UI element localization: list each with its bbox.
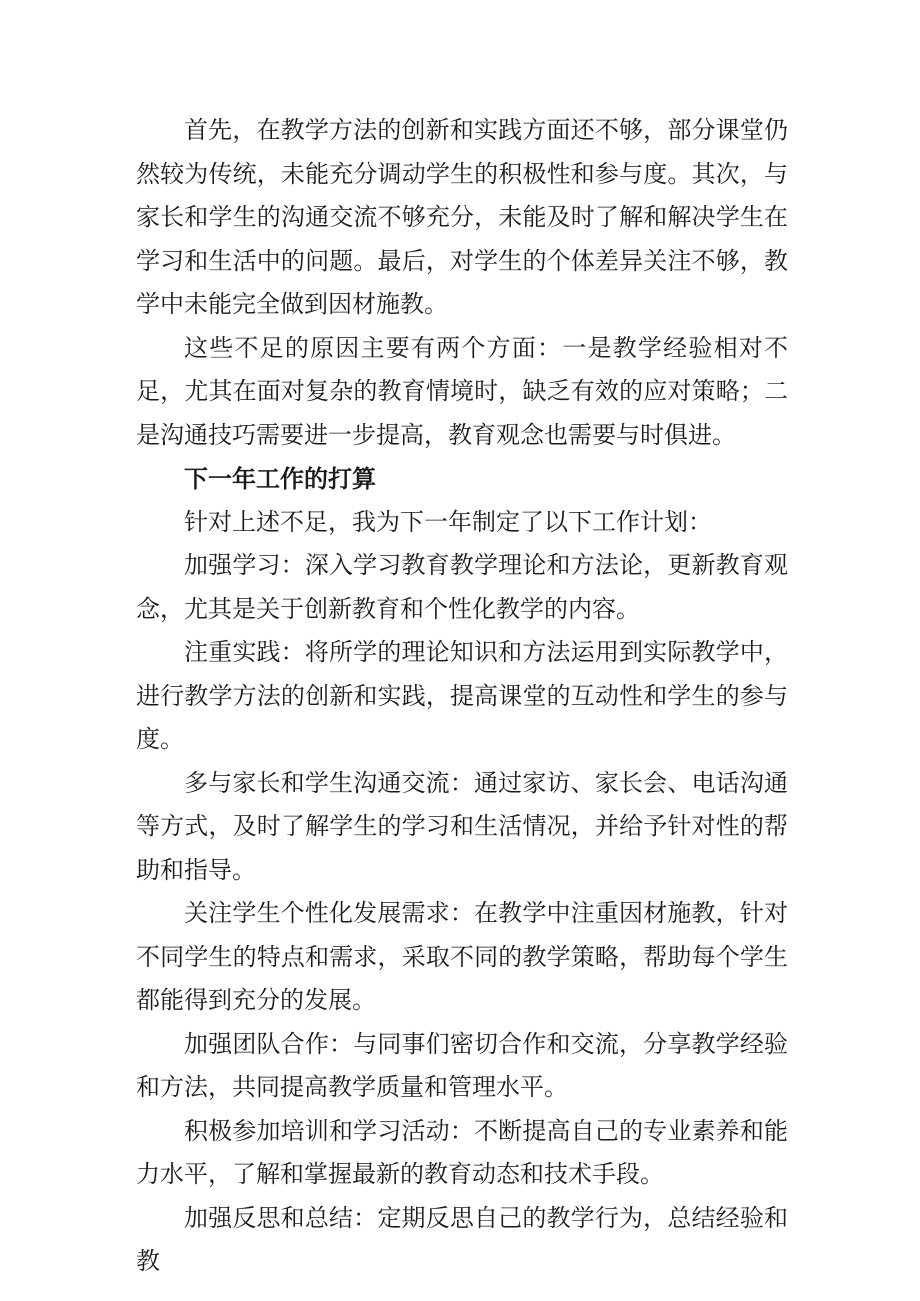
paragraph-plan-reflection: 加强反思和总结：定期反思自己的教学行为，总结经验和教 (136, 1203, 788, 1275)
paragraph-plan-intro: 针对上述不足，我为下一年制定了以下工作计划： (184, 507, 712, 536)
paragraph-plan-practice: 注重实践：将所学的理论知识和方法运用到实际教学中，进行教学方法的创新和实践，提高课堂的互动性和学生的参与度。 (136, 638, 788, 753)
paragraph-plan-teamwork: 加强团队合作：与同事们密切合作和交流，分享教学经验和方法，共同提高教学质量和管理水平。 (136, 1029, 788, 1101)
document-body (136, 109, 788, 1284)
section-heading-next-year-plan: 下一年工作的打算 (184, 464, 376, 493)
paragraph-causes: 这些不足的原因主要有两个方面：一是教学经验相对不足，尤其在面对复杂的教育情境时，缺乏有效的应对策略；二是沟通技巧需要进一步提高，教育观念也需要与时俱进。 (136, 333, 788, 449)
paragraph-plan-individual-needs: 关注学生个性化发展需求：在教学中注重因材施教，针对不同学生的特点和需求，采取不同的教学策略，帮助每个学生都能得到充分的发展。 (136, 899, 788, 1014)
paragraph-plan-training: 积极参加培训和学习活动：不断提高自己的专业素养和能力水平，了解和掌握最新的教育动态和技术手段。 (136, 1116, 788, 1188)
paragraph-plan-study: 加强学习：深入学习教育教学理论和方法论，更新教育观念，尤其是关于创新教育和个性化教学的内容。 (136, 551, 788, 623)
paragraph-shortcomings: 首先，在教学方法的创新和实践方面还不够，部分课堂仍然较为传统，未能充分调动学生的积极性和参与度。其次，与家长和学生的沟通交流不够充分，未能及时了解和解决学生在学习和生活中的问题。最后，对学生的个体差异关注不够，教学中未能完全做到因材施教。 (136, 116, 788, 318)
paragraph-plan-communication: 多与家长和学生沟通交流：通过家访、家长会、电话沟通等方式，及时了解学生的学习和生活情况，并给予针对性的帮助和指导。 (136, 768, 788, 884)
